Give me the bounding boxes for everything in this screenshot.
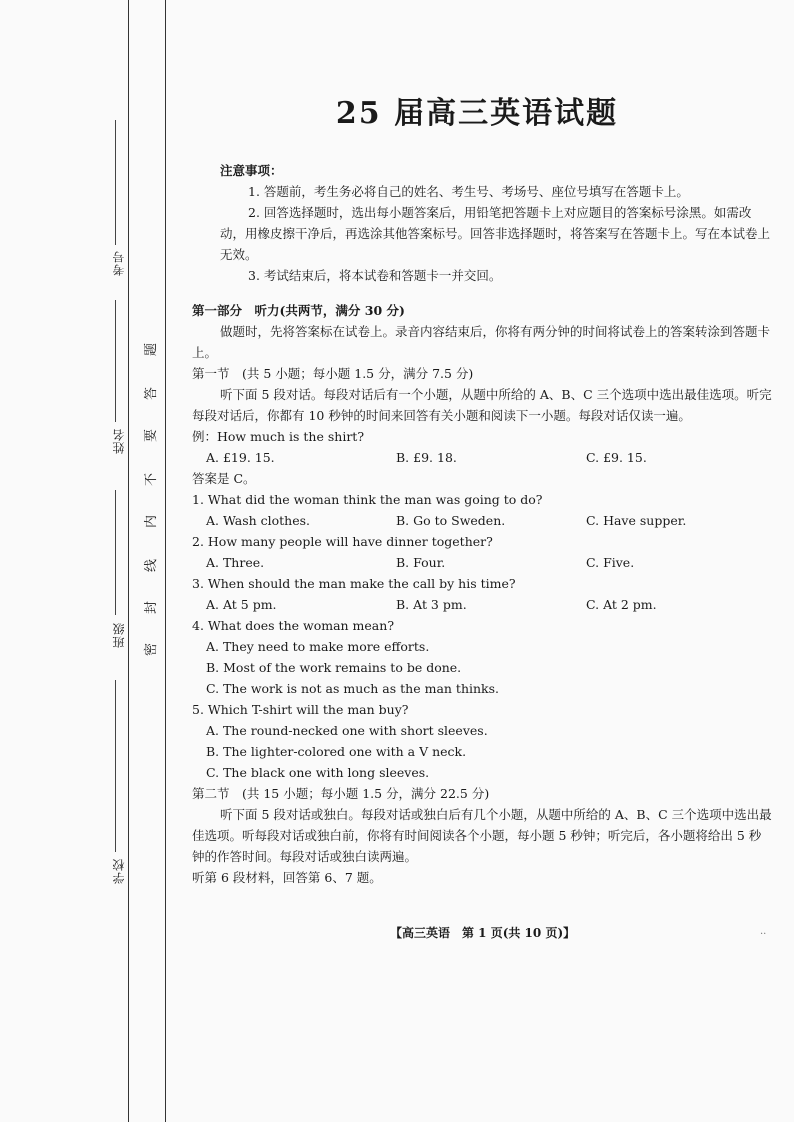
option-a: A. They need to make more efforts. [206,639,430,654]
part1-intro: 做题时，先将答案标在试卷上。录音内容结束后，你将有两分钟的时间将试卷上的答案转涂到答题卡上。 [192,324,771,360]
class-label: 班级 [112,622,126,648]
class-blank [115,490,126,615]
option-b: B. Most of the work remains to be done. [206,660,462,675]
section1-heading: 第一节 (共 5 小题；每小题 1.5 分，满分 7.5 分) [192,366,474,381]
section2-instructions: 听下面 5 段对话或独白。每段对话或独白后有几个小题，从题中所给的 A、B、C 三个选项中选出最佳选项。听每段对话或独白前，你将有时间阅读各个小题，每小题 5 秒钟；听完后，各小题将给出 5 秒钟的作答时间。每段对话或独白读两遍。 [192,807,772,864]
notice-item: 1. 答题前，考生务必将自己的姓名、考生号、考场号、座位号填写在答题卡上。 [248,184,689,199]
footer-dots: .. [760,926,767,937]
seal-char: 线 [144,558,160,573]
option-a: A. Wash clothes. [206,513,311,528]
question-options [192,510,772,531]
name-blank [115,300,126,422]
option-c: C. The black one with long sleeves. [206,765,430,780]
school-blank [115,680,126,852]
seal-char: 不 [144,472,160,487]
page-footer: 【高三英语 第 1 页(共 10 页)】 [390,926,576,940]
example-options [192,447,772,468]
notice-item: 2. 回答选择题时，选出每小题答案后，用铅笔把答题卡上对应题目的答案标号涂黑。如需改动，用橡皮擦干净后，再选涂其他答案标号。回答非选择题时，将答案写在答题卡上。写在本试卷上无效。 [220,205,771,262]
seal-char: 封 [144,600,160,615]
option-c: C. Have supper. [586,513,687,528]
page-title: 25 届高三英语试题 [335,96,619,131]
option-a: A. The round-necked one with short sleeves. [206,723,488,738]
school-label: 学校 [112,858,126,884]
question: 2. How many people will have dinner together? [192,534,493,549]
option-c: C. £9. 15. [586,450,647,465]
question: 4. What does the woman mean? [192,618,395,633]
binding-line-outer [128,0,129,1122]
question-options [192,552,772,573]
question: 1. What did the woman think the man was going to do? [192,492,543,507]
option-b: B. Four. [396,555,446,570]
option-a: A. At 5 pm. [206,597,277,612]
option-b: B. £9. 18. [396,450,457,465]
notice-item: 3. 考试结束后，将本试卷和答题卡一并交回。 [248,268,502,283]
exam-number-label: 考号 [112,250,126,276]
exam-number-blank [115,120,126,245]
seal-char: 答 [144,386,160,401]
option-b: B. At 3 pm. [396,597,467,612]
part1-heading: 第一部分 听力(共两节，满分 30 分) [192,303,405,318]
option-c: C. At 2 pm. [586,597,657,612]
name-label: 姓名 [112,428,126,454]
question: 3. When should the man make the call by his time? [192,576,516,591]
section2-material: 听第 6 段材料，回答第 6、7 题。 [192,870,382,885]
binding-line-inner [165,0,166,1122]
option-a: A. £19. 15. [206,450,275,465]
example-answer: 答案是 C。 [192,471,256,486]
seal-char: 要 [144,428,160,443]
notice-heading: 注意事项： [220,163,283,178]
option-c: C. The work is not as much as the man thinks. [206,681,499,696]
option-a: A. Three. [206,555,265,570]
seal-char: 题 [144,342,160,357]
question-options [192,594,772,615]
option-b: B. The lighter-colored one with a V neck. [206,744,467,759]
question: 5. Which T-shirt will the man buy? [192,702,409,717]
example-question: 例：How much is the shirt? [192,429,365,444]
section1-instructions: 听下面 5 段对话。每段对话后有一个小题，从题中所给的 A、B、C 三个选项中选出最佳选项。听完每段对话后，你都有 10 秒钟的时间来回答有关小题和阅读下一小题。每段对话仅读一遍。 [192,387,772,423]
option-b: B. Go to Sweden. [396,513,506,528]
section2-heading: 第二节 (共 15 小题；每小题 1.5 分，满分 22.5 分) [192,786,490,801]
option-c: C. Five. [586,555,635,570]
seal-char: 密 [144,642,160,657]
exam-content [192,160,772,888]
seal-char: 内 [144,514,160,529]
